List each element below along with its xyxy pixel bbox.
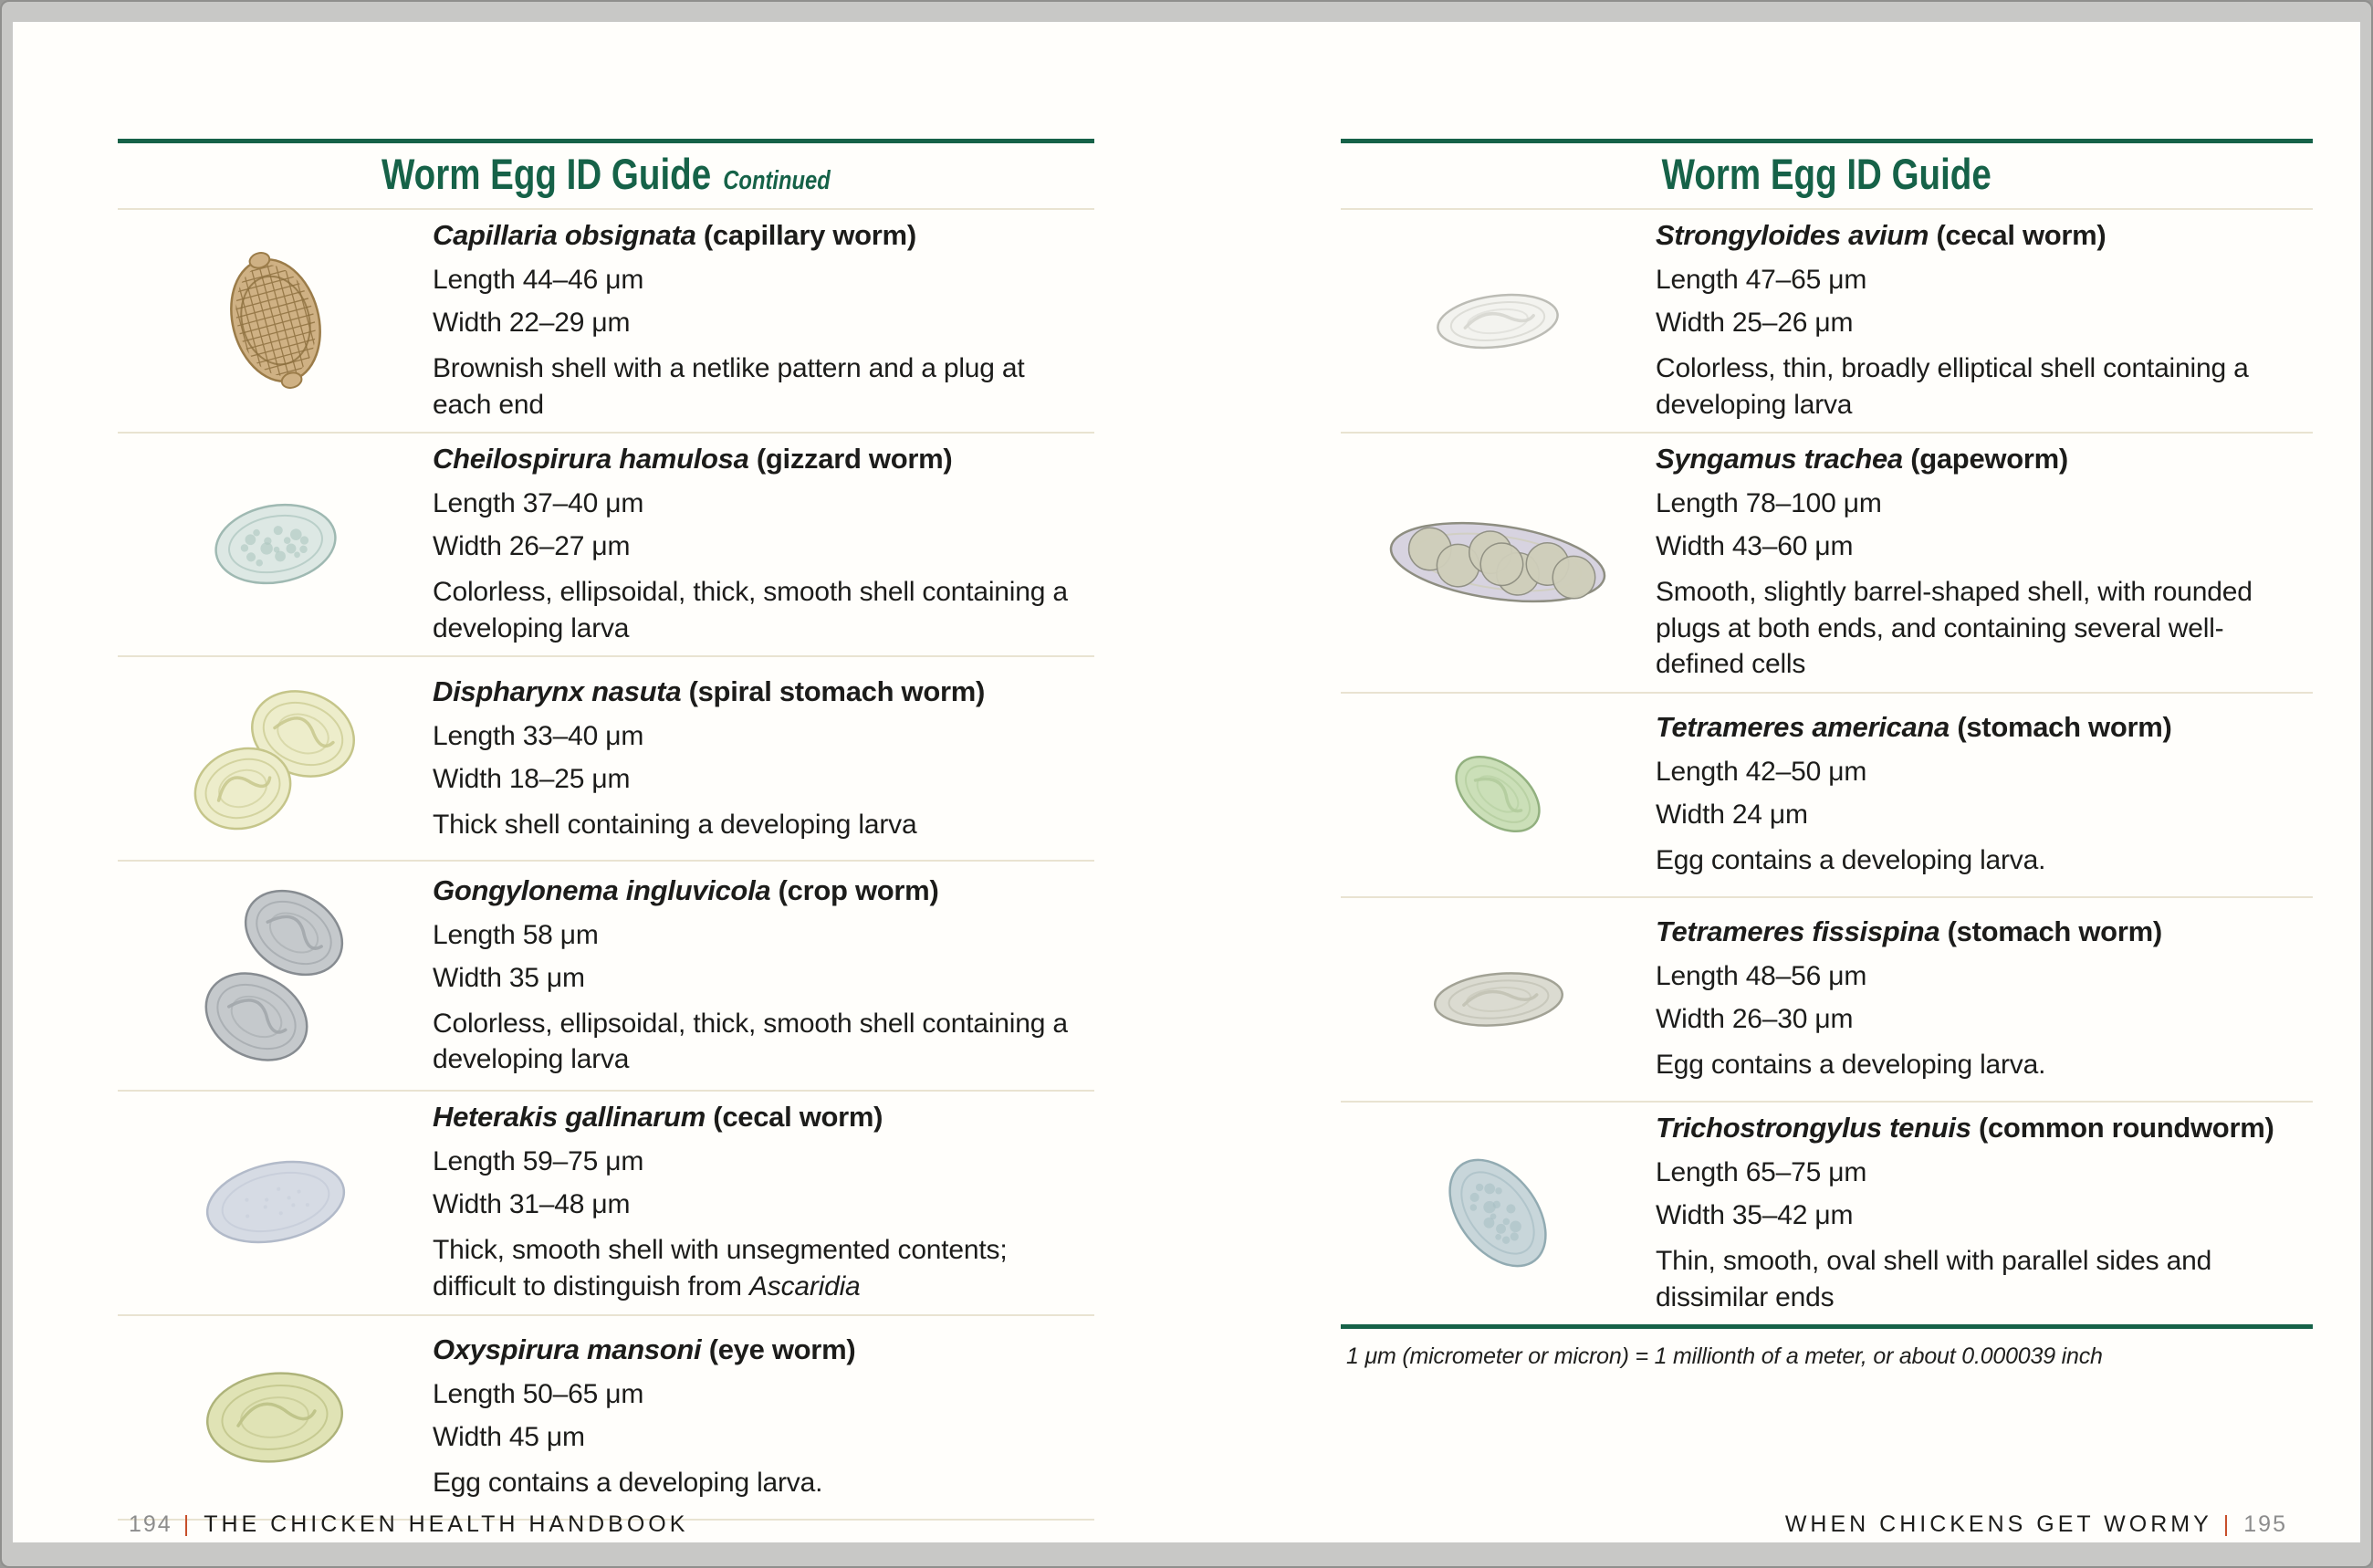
chapter-title: WHEN CHICKENS GET WORMY	[1784, 1511, 2212, 1537]
egg-width: Width 43–60 μm	[1656, 531, 1854, 562]
egg-length: Length 50–65 μm	[433, 1378, 644, 1409]
egg-description: Colorless, ellipsoidal, thick, smooth shell containing a developing larva	[433, 577, 1068, 643]
species-heading	[1656, 711, 2309, 744]
egg-width: Width 45 μm	[433, 1421, 585, 1452]
egg-width: Width 22–29 μm	[433, 308, 631, 338]
worm-entry-capillaria-obsignata	[118, 210, 1094, 434]
species-name: Syngamus trachea	[1656, 443, 1903, 476]
species-heading	[433, 219, 1091, 252]
egg-length: Length 44–46 μm	[433, 265, 644, 295]
species-heading	[433, 1333, 1091, 1366]
egg-width: Width 26–30 μm	[1656, 1004, 1854, 1035]
folio-right	[1785, 1511, 2287, 1538]
common-name: (stomach worm)	[1957, 711, 2172, 744]
worm-entry-cheilospirura-hamulosa	[118, 434, 1094, 657]
right-page-header	[1341, 139, 2313, 210]
dispharynx-egg-illustration	[182, 674, 369, 843]
strongyloides-egg-illustration	[1427, 285, 1569, 358]
species-heading	[433, 675, 1091, 708]
common-name: (gapeworm)	[1910, 443, 2068, 476]
capillaria-egg-illustration	[207, 232, 344, 410]
egg-length: Length 37–40 μm	[433, 488, 644, 519]
common-name: (common roundworm)	[1978, 1111, 2274, 1144]
egg-description: Thick, smooth shell with unsegmented contents; difficult to distinguish from Ascaridia	[433, 1235, 1008, 1301]
species-name: Tetrameres americana	[1656, 711, 1950, 744]
species-heading	[1656, 915, 2309, 948]
worm-entry-dispharynx-nasuta	[118, 657, 1094, 862]
species-name: Cheilospirura hamulosa	[433, 443, 749, 476]
egg-width: Width 35 μm	[433, 962, 585, 993]
egg-length: Length 33–40 μm	[433, 720, 644, 751]
book-title: THE CHICKEN HEALTH HANDBOOK	[204, 1511, 689, 1537]
species-name: Capillaria obsignata	[433, 219, 696, 251]
egg-description: Egg contains a developing larva.	[433, 1467, 823, 1498]
folio-left	[129, 1511, 688, 1538]
species-name: Gongylonema ingluvicola	[433, 873, 771, 906]
egg-description: Egg contains a developing larva.	[1656, 845, 2046, 876]
worm-entry-oxyspirura-mansoni	[118, 1316, 1094, 1521]
common-name: (gizzard worm)	[756, 443, 953, 476]
egg-length: Length 42–50 μm	[1656, 757, 1867, 788]
common-name: (stomach worm)	[1947, 915, 2162, 948]
species-name: Heterakis gallinarum	[433, 1101, 706, 1134]
gongylonema-egg-illustration	[191, 871, 360, 1081]
worm-entry-tetrameres-americana	[1341, 694, 2313, 898]
egg-width: Width 26–27 μm	[433, 531, 631, 562]
egg-length: Length 65–75 μm	[1656, 1156, 1867, 1187]
micron-footnote: 1 μm (micrometer or micron) = 1 millionth of a meter, or about 0.000039 inch	[1346, 1343, 2103, 1370]
cheilospirura-egg-illustration	[203, 492, 349, 597]
common-name: (capillary worm)	[703, 219, 916, 251]
page-title: Worm Egg ID Guide	[1661, 150, 1992, 198]
species-heading	[433, 874, 1091, 907]
worm-entry-gongylonema-ingluvicola	[118, 862, 1094, 1092]
folio-divider: |	[183, 1511, 193, 1537]
common-name: (crop worm)	[778, 873, 939, 906]
egg-description: Egg contains a developing larva.	[1656, 1050, 2046, 1081]
egg-description: Brownish shell with a netlike pattern and a plug at each end	[433, 353, 1025, 420]
continued-label: Continued	[723, 166, 831, 195]
common-name: (eye worm)	[708, 1333, 856, 1365]
egg-description: Thick shell containing a developing larva	[433, 809, 917, 840]
egg-description: Smooth, slightly barrel-shaped shell, with rounded plugs at both ends, and containing several well-defined cells	[1656, 577, 2253, 680]
worm-entry-strongyloides-avium	[1341, 210, 2313, 434]
egg-description: Thin, smooth, oval shell with parallel sides and dissimilar ends	[1656, 1245, 2212, 1312]
page-title: Worm Egg ID Guide	[382, 150, 712, 198]
egg-width: Width 31–48 μm	[433, 1189, 631, 1220]
egg-width: Width 24 μm	[1656, 800, 1808, 831]
species-heading	[433, 443, 1091, 476]
egg-width: Width 18–25 μm	[433, 763, 631, 794]
right-entries-list	[1341, 210, 2313, 1324]
species-heading	[433, 1101, 1091, 1134]
syngamus-egg-illustration	[1377, 506, 1619, 620]
page-number: 195	[2243, 1511, 2287, 1537]
left-entries-list	[118, 210, 1094, 1521]
species-name: Dispharynx nasuta	[433, 674, 682, 707]
left-page	[118, 139, 1094, 1521]
egg-length: Length 78–100 μm	[1656, 488, 1882, 519]
species-name: Trichostrongylus tenuis	[1656, 1111, 1971, 1144]
tetrameres-americana-egg-illustration	[1446, 733, 1551, 856]
species-heading	[1656, 443, 2309, 476]
egg-length: Length 59–75 μm	[433, 1146, 644, 1177]
species-name: Tetrameres fissispina	[1656, 915, 1940, 948]
right-page	[1341, 139, 2313, 1370]
trichostrongylus-egg-illustration	[1432, 1134, 1564, 1293]
worm-entry-syngamus-trachea	[1341, 434, 2313, 694]
tetrameres-fissispina-egg-illustration	[1426, 963, 1572, 1036]
heterakis-egg-illustration	[193, 1150, 358, 1255]
worm-entry-tetrameres-fissispina	[1341, 898, 2313, 1103]
common-name: (spiral stomach worm)	[688, 674, 986, 707]
egg-width: Width 35–42 μm	[1656, 1199, 1854, 1230]
species-name: Oxyspirura mansoni	[433, 1333, 702, 1365]
egg-description: Colorless, thin, broadly elliptical shell containing a developing larva	[1656, 353, 2249, 420]
species-heading	[1656, 219, 2309, 252]
egg-length: Length 47–65 μm	[1656, 265, 1867, 295]
species-heading	[1656, 1112, 2309, 1145]
common-name: (cecal worm)	[713, 1101, 883, 1134]
egg-width: Width 25–26 μm	[1656, 308, 1854, 338]
left-page-header	[118, 139, 1094, 210]
worm-entry-trichostrongylus-tenuis	[1341, 1103, 2313, 1324]
folio-divider: |	[2222, 1511, 2233, 1537]
oxyspirura-egg-illustration	[195, 1363, 355, 1472]
common-name: (cecal worm)	[1936, 219, 2106, 251]
species-name: Strongyloides avium	[1656, 219, 1929, 251]
page-number: 194	[129, 1511, 172, 1537]
egg-length: Length 48–56 μm	[1656, 961, 1867, 992]
egg-length: Length 58 μm	[433, 919, 599, 950]
worm-entry-heterakis-gallinarum	[118, 1092, 1094, 1315]
page-sheet	[13, 22, 2360, 1542]
egg-description: Colorless, ellipsoidal, thick, smooth shell containing a developing larva	[433, 1008, 1068, 1075]
